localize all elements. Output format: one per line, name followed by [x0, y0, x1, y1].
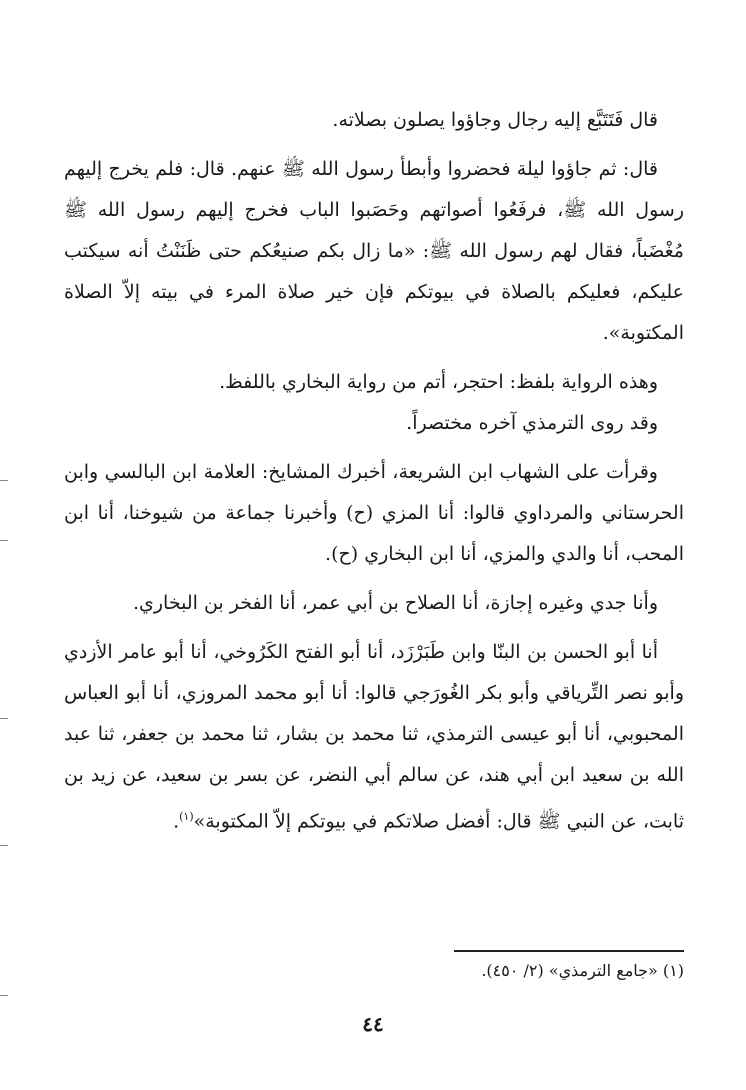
footnote-ref: (١) [179, 810, 194, 823]
margin-mark [0, 480, 8, 481]
margin-mark [0, 995, 8, 996]
paragraph-5: وقرأت على الشهاب ابن الشريعة، أخبرك المشايخ: العلامة ابن البالسي وابن الحرستاني والمرداوي قالوا: أنا المزي (ح) وأخبرنا جماعة من شيوخنا، أنا ابن المحب، أنا والدي والمزي، أنا ابن البخاري (ح). [64, 461, 684, 565]
paragraph-1: قال فَتَتَبَّع إليه رجال وجاؤوا يصلون بصلاته. [332, 109, 658, 131]
paragraph-4: وقد روى الترمذي آخره مختصراً. [406, 412, 658, 434]
footnote-divider [454, 950, 684, 952]
main-text [64, 100, 684, 842]
page-number: ٤٤ [362, 1012, 384, 1036]
footnote: (١) «جامع الترمذي» (٢/ ٤٥٠). [481, 961, 684, 980]
paragraph-3: وهذه الرواية بلفظ: احتجر، أتم من رواية البخاري باللفظ. [219, 371, 658, 393]
paragraph-7-end: . [173, 810, 180, 833]
paragraph-6: وأنا جدي وغيره إجازة، أنا الصلاح بن أبي عمر، أنا الفخر بن البخاري. [132, 592, 658, 614]
paragraph-7-text: أنا أبو الحسن بن البنّا وابن طَبَرْزَد، أنا أبو الفتح الكَرُوخي، أنا أبو عامر الأزدي وأبو نصر التِّرياقي وأبو بكر الغُورَجي قالوا: أنا أبو محمد المروزي، أنا أبو العباس المحبوبي، أنا أبو عيسى الترمذي، ثنا محمد بن بشار، ثنا محمد بن جعفر، ثنا عبد الله بن سعيد ابن أبي هند، عن سالم أبي النضر، عن بسر بن سعيد، عن زيد بن ثابت، عن النبي ﷺ قال: أفضل صلاتكم في بيوتكم إلاّ المكتوبة» [64, 641, 684, 833]
paragraph-7 [64, 632, 684, 842]
margin-mark [0, 718, 8, 719]
margin-mark [0, 845, 8, 846]
margin-mark [0, 540, 8, 541]
paragraph-2: قال: ثم جاؤوا ليلة فحضروا وأبطأ رسول الله ﷺ عنهم. قال: فلم يخرج إليهم رسول الله ﷺ، فرفَعُوا أصواتهم وحَصَبوا الباب فخرج إليهم رسول الله ﷺ مُغْضَباً، فقال لهم رسول الله ﷺ: «ما زال بكم صنيعُكم حتى ظَنَنْتُ أنه سيكتب عليكم، فعليكم بالصلاة في بيوتكم فإن خير صلاة المرء في بيته إلاّ الصلاة المكتوبة». [64, 158, 684, 344]
